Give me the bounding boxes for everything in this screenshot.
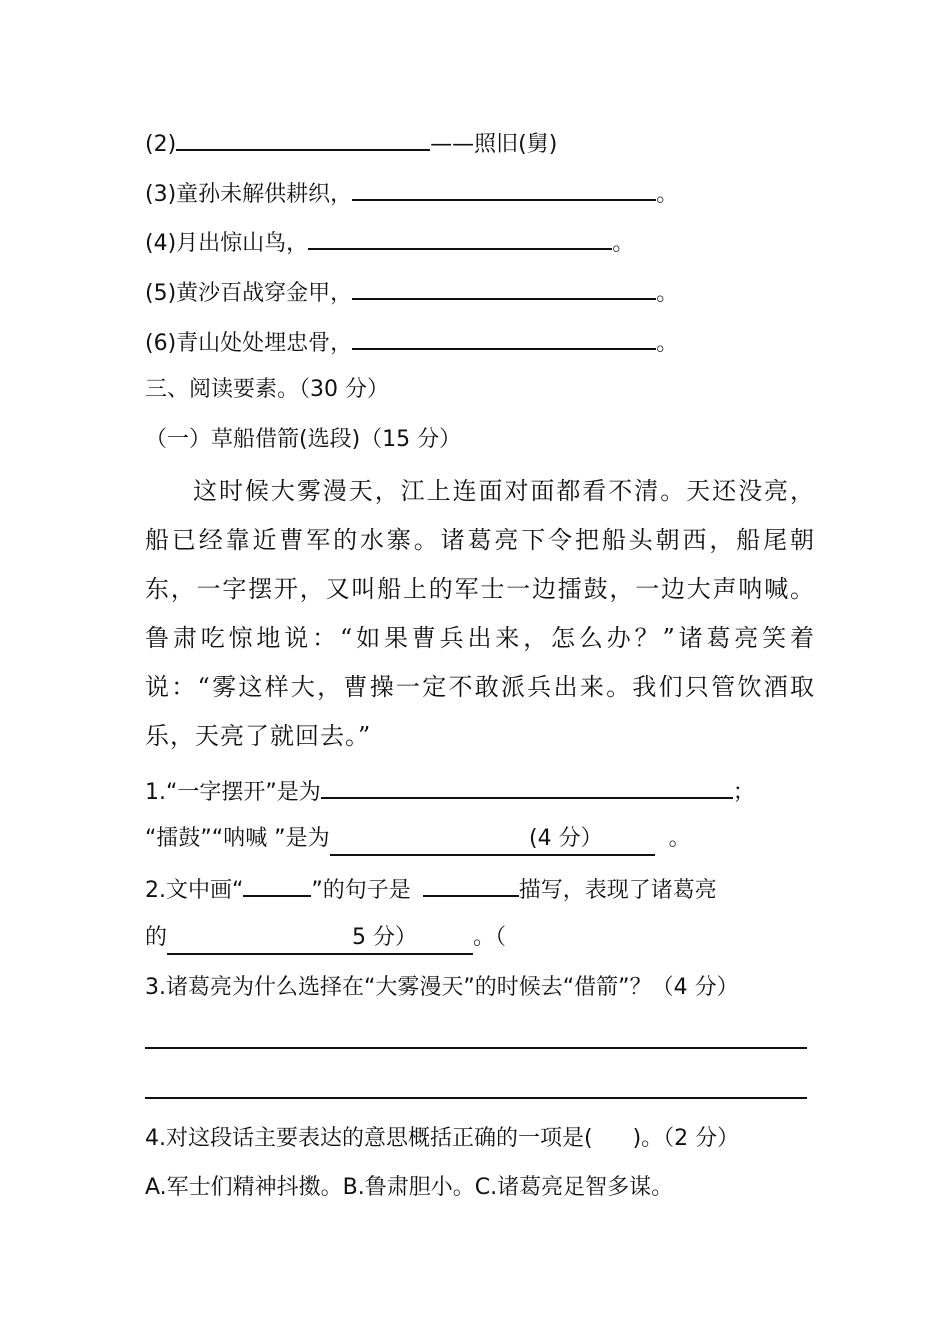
poem-line: 月出惊山鸟， xyxy=(176,231,309,256)
item-suffix: 。 xyxy=(656,281,679,306)
question-punct: ； xyxy=(732,780,755,805)
passage-text: 这时候大雾漫天，江上连面对面都看不清。天还没亮，船已经靠近曹军的水寨。诸葛亮下令把船头朝西，船尾朝东，一字摆开，又叫船上的军士一边擂鼓，一边大声呐喊。鲁肃吃惊地说：“如果曹兵出来，怎么办？”诸葛亮笑着说：“雾这样大，曹操一定不敢派兵出来。我们只管饮酒取乐，天亮了就回去。” xyxy=(145,477,815,750)
question-punct: 。 xyxy=(668,826,691,851)
item-suffix: 。 xyxy=(656,331,679,356)
fill-item-5 xyxy=(145,276,678,309)
question-2-line-1 xyxy=(145,873,717,906)
item-suffix: 。 xyxy=(656,182,679,207)
answer-blank[interactable] xyxy=(308,226,612,250)
question-2-line-2 xyxy=(145,923,506,955)
question-4-options: A.军士们精神抖擞。B.鲁肃胆小。C.诸葛亮足智多谋。 xyxy=(145,1175,674,1200)
question-1-line-2 xyxy=(145,824,691,856)
answer-blank[interactable] xyxy=(176,127,430,151)
item-number: (6) xyxy=(145,331,177,356)
question-4 xyxy=(145,1124,739,1154)
fill-item-6 xyxy=(145,326,678,359)
item-number: (3) xyxy=(145,182,177,207)
item-number: (5) xyxy=(145,281,177,306)
question-1-line-1 xyxy=(145,775,755,808)
answer-line-1[interactable] xyxy=(145,1047,807,1049)
question-text: 2.文中画“ xyxy=(145,878,244,903)
poem-line: 青山处处埋忠骨， xyxy=(176,331,353,356)
answer-blank[interactable] xyxy=(352,177,656,201)
question-text: )。（2 分） xyxy=(632,1126,740,1151)
fill-item-4 xyxy=(145,226,634,259)
question-text: 描写，表现了诸葛亮 xyxy=(518,878,717,903)
item-suffix: ——照旧(舅) xyxy=(430,132,558,157)
poem-line: 黄沙百战穿金甲， xyxy=(176,281,353,306)
question-3: 3.诸葛亮为什么选择在“大雾漫天”的时候去“借箭”？（4 分） xyxy=(145,975,739,1000)
answer-line-2[interactable] xyxy=(145,1097,807,1099)
item-number: (2) xyxy=(145,132,177,157)
answer-blank[interactable] xyxy=(423,873,519,897)
question-punct: 。（ xyxy=(473,925,507,950)
question-text: ”的句子是 xyxy=(311,878,411,903)
answer-blank[interactable] xyxy=(330,824,655,856)
answer-blank[interactable] xyxy=(321,775,733,799)
question-text: “擂鼓”“呐喊 ”是为 xyxy=(145,826,330,851)
question-text: 4.对这段话主要表达的意思概括正确的一项是( xyxy=(145,1126,593,1151)
fill-item-2 xyxy=(145,127,557,160)
answer-blank[interactable] xyxy=(352,326,656,350)
answer-blank[interactable] xyxy=(243,873,311,897)
answer-blank[interactable] xyxy=(352,276,656,300)
poem-line: 童孙未解供耕织， xyxy=(176,182,353,207)
answer-blank[interactable] xyxy=(167,923,473,955)
item-suffix: 。 xyxy=(612,231,635,256)
section-heading: 三、阅读要素。（30 分） xyxy=(145,377,389,402)
score-label: 5 分） xyxy=(352,925,418,950)
question-text: 1.“一字摆开”是为 xyxy=(145,780,321,805)
passage-title: （一）草船借箭(选段)（15 分） xyxy=(145,427,462,452)
item-number: (4) xyxy=(145,231,177,256)
fill-item-3 xyxy=(145,177,678,210)
score-label: (4 分） xyxy=(529,826,603,851)
question-text: 的 xyxy=(145,925,168,950)
